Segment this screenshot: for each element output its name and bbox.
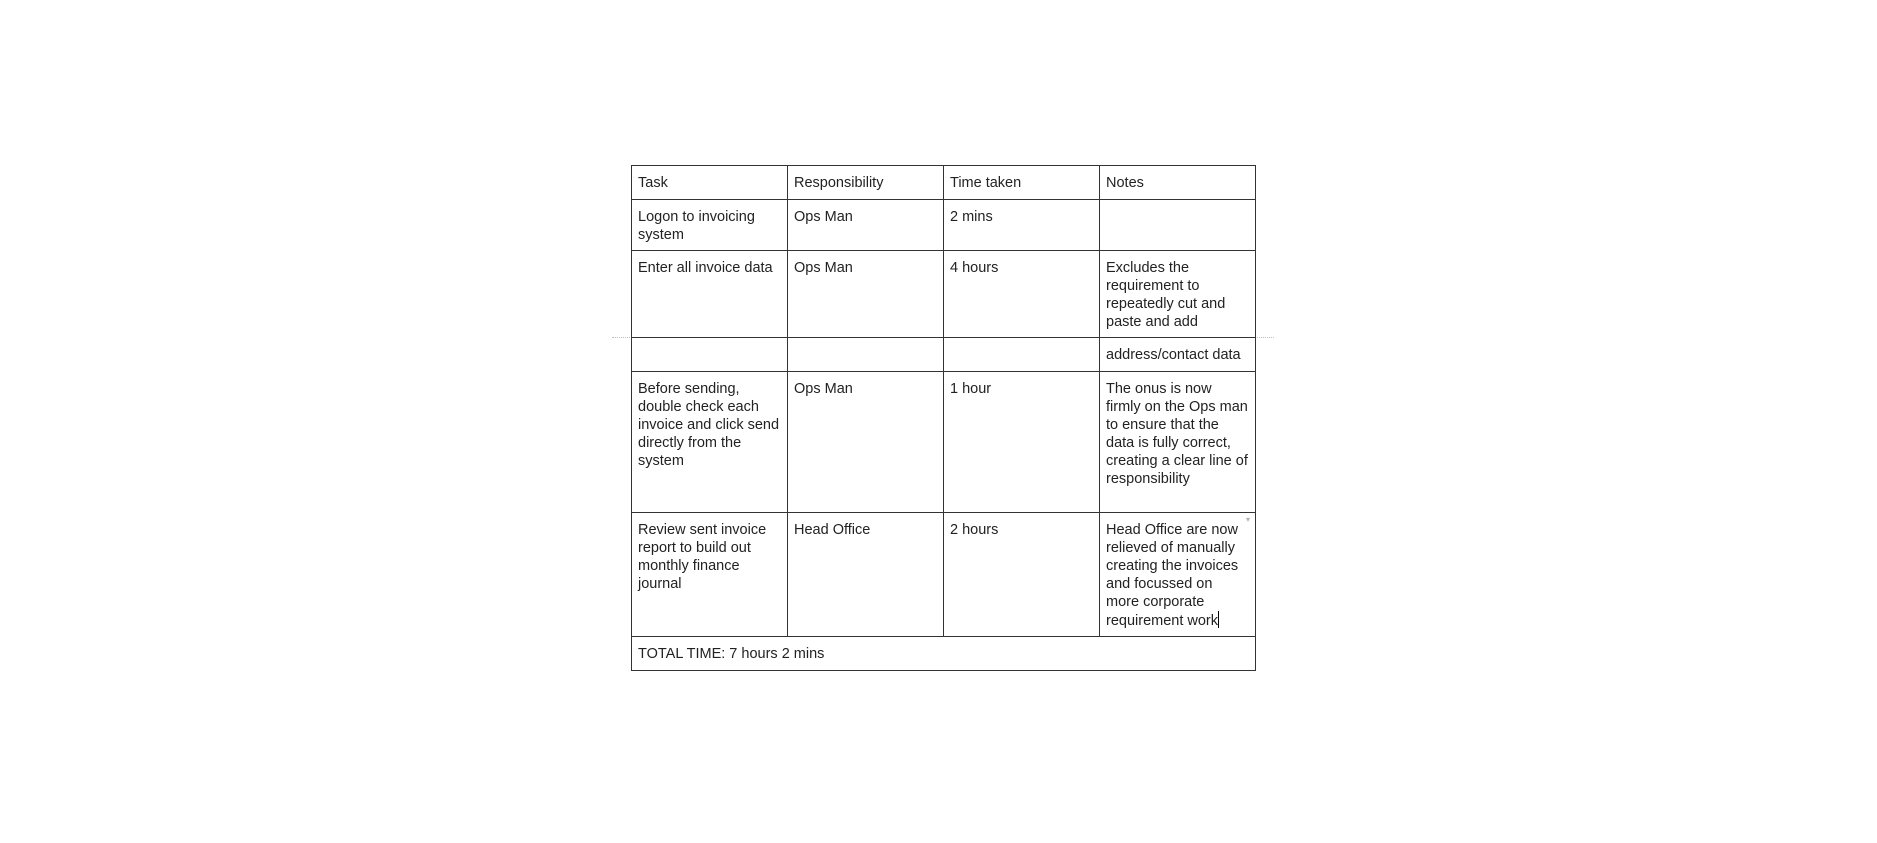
cell-task[interactable]: Before sending, double check each invoice and click send directly from the system	[632, 372, 788, 513]
cell-notes[interactable]: The onus is now firmly on the Ops man to ensure that the data is fully correct, creating a clear line of responsibility	[1100, 372, 1256, 513]
table-row	[632, 200, 1256, 251]
table-row	[632, 251, 1256, 338]
cell-task[interactable]: Logon to invoicing system	[632, 200, 788, 251]
header-task[interactable]: Task	[632, 166, 788, 200]
cell-responsibility[interactable]: Ops Man	[788, 251, 944, 338]
cell-task[interactable]: Review sent invoice report to build out monthly finance journal	[632, 513, 788, 637]
cell-responsibility[interactable]: Ops Man	[788, 200, 944, 251]
cell-notes[interactable]: address/contact data	[1100, 338, 1256, 372]
table-row-continued	[632, 338, 1256, 372]
header-time-taken[interactable]: Time taken	[944, 166, 1100, 200]
table-row	[632, 372, 1256, 513]
cell-task[interactable]: Enter all invoice data	[632, 251, 788, 338]
cell-time-taken[interactable]	[944, 338, 1100, 372]
cell-time-taken[interactable]: 2 mins	[944, 200, 1100, 251]
cell-time-taken[interactable]: 1 hour	[944, 372, 1100, 513]
table-header-row	[632, 166, 1256, 200]
cell-notes[interactable]	[1100, 200, 1256, 251]
table-row	[632, 513, 1256, 637]
table-total-row	[632, 637, 1256, 671]
cell-time-taken[interactable]: 2 hours	[944, 513, 1100, 637]
cell-notes-text: Head Office are now relieved of manually creating the invoices and focussed on more corporate requirement work	[1106, 522, 1239, 629]
cell-responsibility[interactable]: Head Office	[788, 513, 944, 637]
cell-time-taken[interactable]: 4 hours	[944, 251, 1100, 338]
cell-menu-marker-icon[interactable]: ▾	[1245, 515, 1250, 524]
cell-task[interactable]	[632, 338, 788, 372]
text-cursor	[1218, 611, 1219, 628]
cell-responsibility[interactable]	[788, 338, 944, 372]
time-table	[631, 165, 1256, 671]
header-notes[interactable]: Notes	[1100, 166, 1256, 200]
cell-responsibility[interactable]: Ops Man	[788, 372, 944, 513]
header-responsibility[interactable]: Responsibility	[788, 166, 944, 200]
total-time-cell[interactable]: TOTAL TIME: 7 hours 2 mins	[632, 637, 1256, 671]
cell-notes-active[interactable]	[1100, 513, 1256, 637]
cell-notes[interactable]: Excludes the requirement to repeatedly cut and paste and add	[1100, 251, 1256, 338]
